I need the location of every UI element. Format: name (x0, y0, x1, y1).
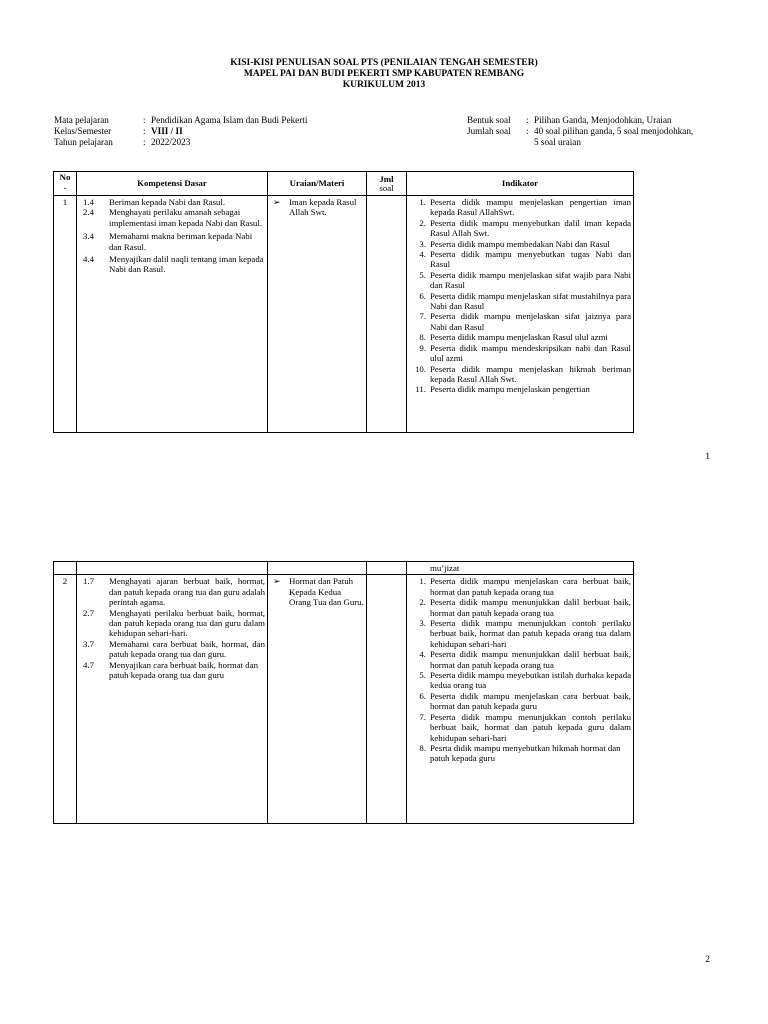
indikator-text: Peserta didik mampu menjelaskan hikmah beriman kepada Rasul Allah Swt. (430, 363, 631, 384)
meta-right (467, 115, 727, 151)
kd-num: 1.4 (83, 197, 94, 207)
indikator-text: Peserta didik mampu menjelaskan pengertian (430, 384, 590, 395)
indikator-num: 2. (419, 597, 426, 608)
indikator-item (409, 218, 631, 239)
indikator-num: 6. (419, 290, 426, 301)
header-jml-soal: soal (379, 182, 394, 193)
indikator-item (409, 364, 631, 385)
indikator-item (409, 270, 631, 291)
materi-text: Hormat dan Patuh Kepada Kedua Orang Tua dan Guru. (289, 576, 364, 608)
jml-cell (367, 196, 407, 433)
carry-kd (77, 562, 268, 575)
page-number: 1 (705, 452, 710, 462)
indikator-num: 7. (419, 711, 426, 722)
indikator-item (409, 239, 631, 249)
indikator-item (409, 597, 631, 618)
doc-title-line3: KURIKULUM 2013 (342, 80, 426, 90)
meta-label: Tahun pelajaran (54, 137, 113, 147)
kd-item (79, 608, 265, 639)
table-header-row (54, 172, 634, 196)
carry-materi (268, 562, 367, 575)
kisi-table-page1 (53, 171, 634, 433)
indikator-item (409, 249, 631, 270)
kd-text: Menghayati perilaku amanah sebagai implementasi iman kepada Nabi dan Rasul. (109, 207, 262, 228)
table-row (54, 196, 634, 433)
header-jml (367, 172, 407, 196)
indikator-text: Peserta didik mampu menjelaskan Rasul ulul azmi (430, 332, 608, 343)
indikator-text: Peserta didik mampu menunjukkan contoh perilaku berbuat baik, hormat dan patuh kepada orang tua dalam kehidupan sehari-hari (430, 618, 631, 649)
indikator-item (409, 384, 631, 394)
indikator-num: 3. (419, 618, 426, 629)
meta-label: Kelas/Semester (54, 126, 112, 136)
carry-indikator (407, 562, 634, 575)
meta-value: 2022/2023 (151, 137, 191, 147)
indikator-text: Peserta didik mampu menjelaskan sifat mustahilnya para Nabi dan Rasul (430, 290, 631, 312)
kisi-table-page2 (53, 561, 634, 824)
indikator-text: Peserta didik mampu menyebutkan tugas Nabi dan Rasul (430, 249, 631, 270)
indikator-num: 8. (419, 742, 426, 753)
indikator-text: Peserta didik mampu menjelaskan pengertian iman kepada Rasul AllahSwt. (430, 197, 631, 218)
meta-label: Jumlah soal (467, 126, 511, 136)
meta-colon: : (526, 126, 529, 136)
materi-text: Iman kepada Rasul Allah Swt. (289, 197, 357, 218)
meta-value: Pilihan Ganda, Menjodohkan, Uraian (534, 115, 672, 125)
indikator-num: 6. (419, 690, 426, 701)
materi-cell (268, 196, 367, 433)
indikator-text: Peserta didik mampu menunjukkan dalil berbuat baik, hormat dan patuh kepada orang tua (430, 649, 631, 670)
indikator-num: 3. (419, 238, 426, 249)
indikator-num: 8. (419, 332, 426, 343)
indikator-num: 1. (419, 576, 426, 587)
indikator-cell (407, 575, 634, 824)
jml-cell (367, 575, 407, 824)
kd-cell (77, 196, 268, 433)
indikator-text: Peserta didik mampu mendeskripsikan nabi dan Rasul ulul azmi (430, 342, 631, 364)
indikator-item (409, 649, 631, 670)
kd-num: 2.7 (83, 607, 94, 618)
indikator-item (409, 743, 631, 764)
indikator-item (409, 618, 631, 649)
indikator-text: Peserta didik mampu menyebutkan dalil iman kepada Rasul Allah Swt. (430, 217, 631, 239)
meta-colon: : (143, 137, 146, 147)
header-no-text: No (59, 172, 71, 182)
kd-num: 3.7 (83, 638, 94, 649)
kd-cell (77, 575, 268, 824)
indikator-text: Peserta didik mampu membedakan Nabi dan Rasul (430, 238, 610, 249)
header-kd: Kompetensi Dasar (77, 172, 268, 196)
indikator-item (409, 691, 631, 712)
indikator-item (409, 576, 631, 597)
arrow-bullet-icon: ➢ (273, 197, 281, 207)
kd-item (79, 231, 265, 252)
header-no-dot: . (63, 181, 67, 191)
indikator-num: 9. (419, 342, 426, 353)
kd-num: 2.4 (83, 207, 94, 218)
kd-num: 1.7 (83, 576, 94, 587)
indikator-num: 7. (419, 311, 426, 322)
indikator-item (409, 670, 631, 691)
indikator-num: 4. (419, 249, 426, 260)
indikator-text: Peserta didik mampu menjelaskan cara berbuat baik, hormat dan patuh kepada orang tua (430, 576, 631, 597)
indikator-text: Peserta didik mampu menjelaskan sifat wajib para Nabi dan Rasul (430, 269, 631, 291)
indikator-item (409, 343, 631, 364)
kd-item (79, 197, 265, 207)
indikator-text: Pesrta didik mampu menyebutkan hikmah hormat dan patuh kepada guru (430, 742, 621, 764)
indikator-item (409, 291, 631, 312)
kd-text: Beriman kepada Nabi dan Rasul. (109, 197, 226, 207)
meta-left (54, 115, 434, 151)
indikator-text: Peserta didik mampu menunjukkan dalil berbuat baik, hormat dan patuh kepada orang tua (430, 597, 631, 618)
carry-text: mu’jizat (430, 563, 460, 573)
table-row (54, 575, 634, 824)
row-no: 2 (54, 575, 77, 824)
meta-colon: : (143, 126, 146, 136)
meta-colon: : (526, 115, 529, 125)
indikator-num: 4. (419, 649, 426, 660)
header-no (54, 172, 77, 196)
arrow-bullet-icon: ➢ (273, 576, 281, 587)
indikator-num: 11. (415, 384, 426, 395)
doc-title-line2: MAPEL PAI DAN BUDI PEKERTI SMP KABUPATEN REMBANG (243, 69, 525, 79)
kd-item (79, 207, 265, 228)
page-number: 2 (705, 955, 710, 965)
kd-text: Menyajikan dalil naqli tentang iman kepada Nabi dan Rasul. (109, 254, 264, 275)
indikator-num: 1. (419, 197, 426, 207)
kd-text: Menyajikan cara berbuat baik, hormat dan patuh kepada orang tua dan guru (109, 659, 258, 681)
row-no: 1 (54, 196, 77, 433)
meta-label: Mata pelajaran (54, 115, 109, 125)
kd-item (79, 639, 265, 660)
kd-num: 4.4 (83, 254, 94, 265)
materi-cell (268, 575, 367, 824)
table-row-carry (54, 562, 634, 575)
meta-value: 5 soal uraian (534, 137, 581, 147)
kd-text: Menghayati ajaran berbuat baik, hormat, dan patuh kepada orang tua dan guru adalah perintah agama. (109, 576, 265, 608)
meta-label: Bentuk soal (467, 115, 511, 125)
meta-value: Pendidikan Agama Islam dan Budi Pekerti (151, 115, 308, 125)
kd-text: Memahami cara berbuat baik, hormat, dan patuh kepada orang tua dan guru. (109, 638, 265, 660)
kd-text: Menghayati perilaku berbuat baik, hormat, dan patuh kepada orang tua dan guru dalam kehidupan sehari-hari. (109, 607, 265, 639)
carry-no (54, 562, 77, 575)
indikator-item (409, 712, 631, 743)
meta-colon: : (143, 115, 146, 125)
kd-item (79, 576, 265, 607)
kd-item (79, 660, 265, 681)
indikator-item (409, 311, 631, 332)
kd-num: 4.7 (83, 659, 94, 670)
indikator-num: 2. (419, 217, 426, 228)
header-indikator: Indikator (407, 172, 634, 196)
indikator-item (409, 197, 631, 218)
doc-title-line1: KISI-KISI PENULISAN SOAL PTS (PENILAIAN TENGAH SEMESTER) (230, 58, 538, 68)
header-materi: Uraian/Materi (268, 172, 367, 196)
indikator-item (409, 332, 631, 342)
indikator-cell (407, 196, 634, 433)
kd-text: Memahami makna beriman kepada Nabi dan Rasul. (109, 231, 253, 252)
indikator-text: Peserta didik mampu menjelaskan cara berbuat baik, hormat dan patuh kepada guru (430, 690, 631, 712)
kd-item (79, 254, 265, 275)
carry-jml (367, 562, 407, 575)
indikator-num: 5. (419, 269, 426, 280)
meta-value: VIII / II (151, 126, 183, 136)
indikator-text: Peserta didik mampu meyebutkan istilah durhaka kepada kedua orang tua (430, 670, 631, 691)
indikator-num: 5. (419, 670, 426, 681)
indikator-num: 10. (415, 363, 426, 374)
indikator-text: Peserta didik mampu menunjukkan contoh perilaku berbuat baik, hormat dan patuh kepada guru dalam kehidupan sehari-hari (430, 711, 631, 743)
kd-num: 3.4 (83, 231, 94, 242)
header-jml-text: Jml (379, 173, 394, 184)
indikator-text: Peserta didik mampu menjelaskan sifat jaiznya para Nabi dan Rasul (430, 311, 631, 332)
meta-value: 40 soal pilihan ganda, 5 soal menjodohkan, (534, 126, 694, 136)
